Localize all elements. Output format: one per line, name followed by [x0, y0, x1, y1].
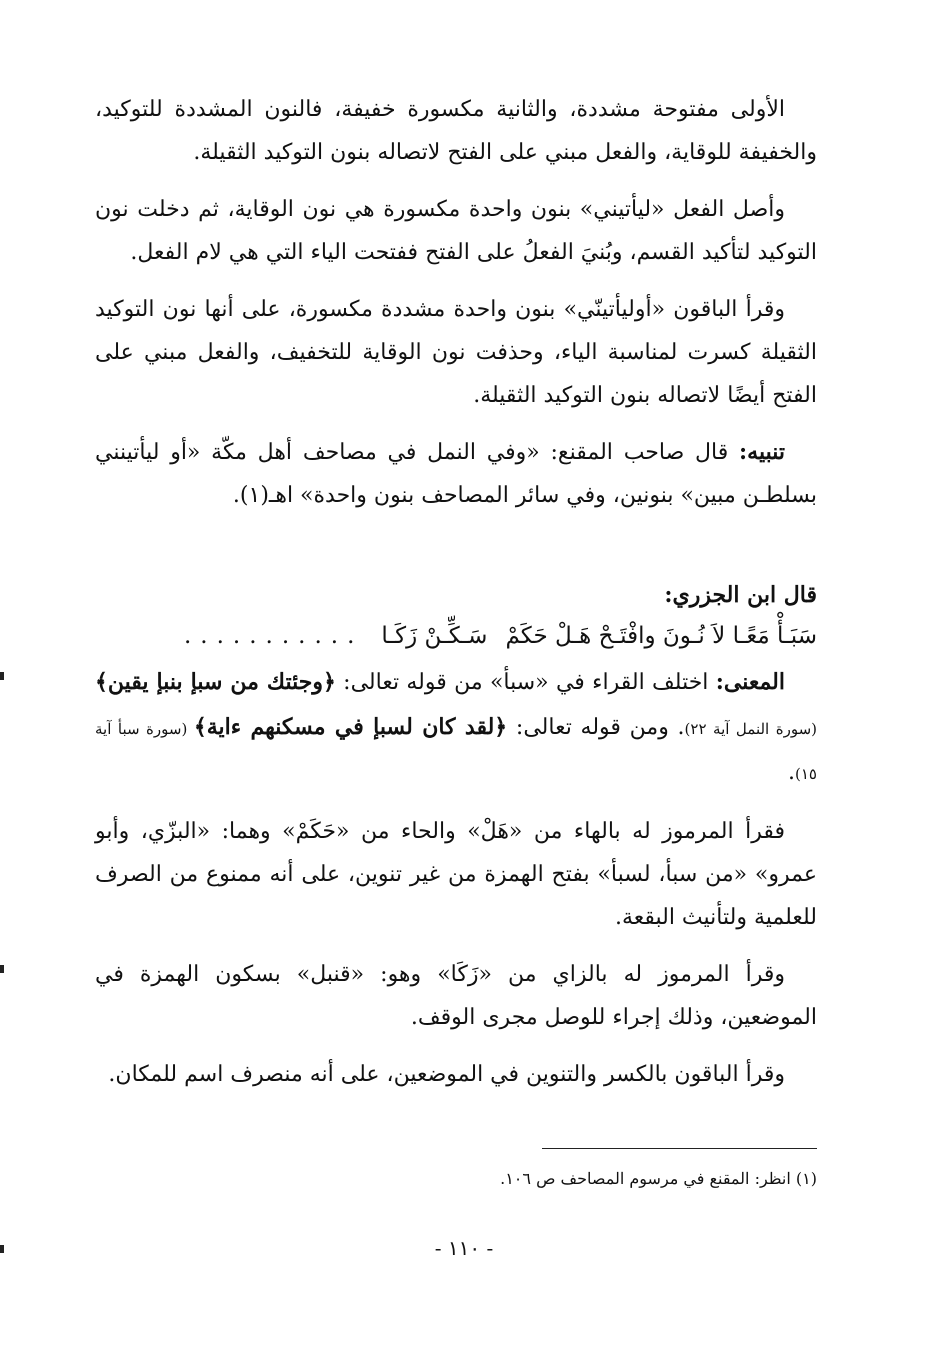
quran-reference-1: (سورة النمل آية ٢٢): [684, 720, 817, 738]
tanbih-paragraph: [95, 431, 817, 517]
verse-ellipsis: ...........: [183, 623, 364, 649]
footnote-divider: [542, 1148, 817, 1149]
quran-verse-2: ﴿لقد كان لسبإ في مسكنهم ءاية﴾: [193, 714, 508, 740]
section-heading: قال ابن الجزري:: [664, 582, 817, 608]
page-body: [95, 88, 817, 1110]
paragraph-1: الأولى مفتوحة مشددة، والثانية مكسورة خفيفة، فالنون المشددة للتوكيد، والخفيفة للوقاية، والفعل مبني على الفتح لاتصاله بنون التوكيد الثقيلة.: [95, 97, 817, 165]
footnote: (١) انظر: المقنع في مرسوم المصاحف ص ١٠٦.: [500, 1169, 817, 1188]
verse-second-half: سَـكِّـنْ زَكَـا: [381, 623, 488, 649]
section-gap: [95, 531, 817, 575]
quran-reference-2: (سورة سبأ آية ١٥): [95, 720, 817, 783]
meaning-text-2: . ومن قوله تعالى:: [507, 715, 685, 740]
paragraph-3: وقرأ الباقون «أوليأتينّي» بنون واحدة مشددة مكسورة، على أنها نون التوكيد الثقيلة كسرت لمناسبة الياء، وحذفت نون الوقاية للتخفيف، والفعل مبني على الفتح أيضًا لاتصاله بنون التوكيد الثقيلة.: [95, 297, 817, 408]
poem-verse: [95, 615, 817, 657]
quran-verse-1: ﴿وجئتك من سبإ بنبإ يقين﴾: [95, 669, 336, 695]
paragraph-6: وقرأ الباقون بالكسر والتنوين في الموضعين، على أنه منصرف اسم للمكان.: [108, 1062, 785, 1087]
paragraph-4: فقرأ المرموز له بالهاء من «هَلْ» والحاء من «حَكَمْ» وهما: «البزّي، وأبو عمرو» «من سبأ، لسبأ» بفتح الهمزة من غير تنوين، على أنه ممنوع من الصرف للعلمية ولتأنيث البقعة.: [95, 819, 817, 930]
tanbih-label: تنبيه:: [739, 439, 785, 465]
page-number: - ١١٠ -: [434, 1236, 494, 1260]
verse-first-half: سَبَـأْ مَعًـا لاَ نُـونَ وافْتَـحْ هَـلْ حَكَمْ: [505, 623, 817, 649]
scan-edge-mark-2: [0, 965, 4, 973]
meaning-text-3: .: [788, 760, 796, 785]
meaning-text-1: اختلف القراء في «سبأ» من قوله تعالى:: [335, 670, 716, 695]
scan-edge-mark-1: [0, 672, 4, 680]
tanbih-text: قال صاحب المقنع: «وفي النمل في مصاحف أهل مكّة «أو ليأتينني بسلطـن مبين» بنونين، وفي سائر المصاحف بنون واحدة» اهـ(١).: [95, 440, 817, 508]
meaning-paragraph: [95, 661, 817, 796]
paragraph-5: وقرأ المرموز له بالزاي من «زَكَا» وهو: «قنبل» بسكون الهمزة في الموضعين، وذلك إجراء للوصل مجرى الوقف.: [95, 962, 817, 1030]
scan-edge-mark-3: [0, 1245, 4, 1253]
meaning-label: المعنى:: [715, 669, 785, 695]
paragraph-2: وأصل الفعل «ليأتيني» بنون واحدة مكسورة هي نون الوقاية، ثم دخلت نون التوكيد لتأكيد القسم، وبُنيَ الفعلُ على الفتح ففتحت الياء التي هي لام الفعل.: [95, 197, 817, 265]
